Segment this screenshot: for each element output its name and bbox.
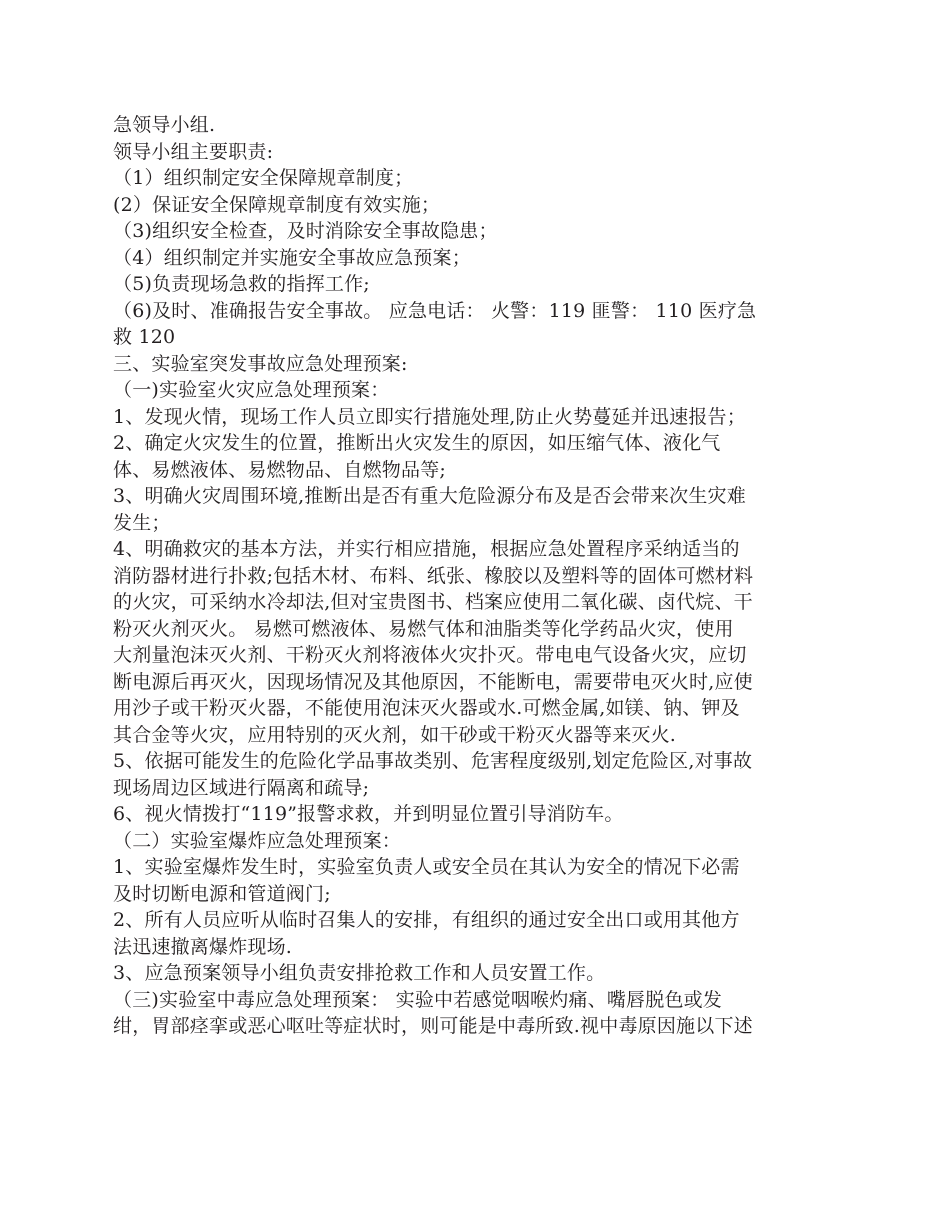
text-line: 6、视火情拨打“119”报警求救，并到明显位置引导消防车。 bbox=[113, 803, 624, 825]
text-line: （1）组织制定安全保障规章制度； bbox=[113, 167, 414, 189]
text-line: 的火灾，可采纳水冷却法,但对宝贵图书、档案应使用二氧化碳、卤代烷、干 bbox=[113, 591, 753, 613]
text-line: 急领导小组. bbox=[113, 114, 216, 136]
text-line: 2、确定火灾发生的位置，推断出火灾发生的原因，如压缩气体、液化气 bbox=[113, 432, 721, 454]
text-line: 4、明确救灾的基本方法，并实行相应措施，根据应急处置程序采纳适当的 bbox=[113, 538, 740, 560]
text-line: 5、依据可能发生的危险化学品事故类别、危害程度级别,划定危险区,对事故 bbox=[113, 750, 753, 772]
text-line: 消防器材进行扑救;包括木材、布料、纸张、橡胶以及塑料等的固体可燃材料 bbox=[113, 564, 754, 587]
text-line: 三、实验室突发事故应急处理预案: bbox=[113, 352, 408, 375]
text-line: 3、明确火灾周围环境,推断出是否有重大危险源分布及是否会带来次生灾难 bbox=[113, 485, 746, 507]
text-line: （三)实验室中毒应急处理预案： 实验中若感觉咽喉灼痛、嘴唇脱色或发 bbox=[113, 988, 723, 1011]
text-line: 粉灭火剂灭火。 易燃可燃液体、易燃气体和油脂类等化学药品火灾，使用 bbox=[113, 617, 734, 640]
text-line: 体、易燃液体、易燃物品、自燃物品等; bbox=[113, 458, 447, 481]
text-line: （二）实验室爆炸应急处理预案： bbox=[113, 829, 402, 852]
text-line: 救 120 bbox=[113, 326, 176, 348]
text-line: （3)组织安全检查，及时消除安全事故隐患； bbox=[113, 220, 498, 242]
text-line: 领导小组主要职责: bbox=[113, 140, 274, 163]
text-line: 大剂量泡沫灭火剂、干粉灭火剂将液体火灾扑灭。带电电气设备火灾，应切 bbox=[113, 644, 747, 666]
text-line: （5)负责现场急救的指挥工作; bbox=[113, 273, 370, 295]
text-line: 2、所有人员应听从临时召集人的安排，有组织的通过安全出口或用其他方 bbox=[113, 909, 740, 931]
text-line: 1、发现火情，现场工作人员立即实行措施处理,防止火势蔓延并迅速报告； bbox=[113, 405, 746, 428]
text-line: (2）保证安全保障规章制度有效实施； bbox=[113, 193, 441, 216]
text-line: 其合金等火灾，应用特别的灭火剂，如干砂或干粉灭火器等来灭火. bbox=[113, 723, 677, 746]
text-line: 绀，胃部痉挛或恶心呕吐等症状时，则可能是中毒所致.视中毒原因施以下述 bbox=[113, 1015, 753, 1037]
text-line: 3、应急预案领导小组负责安排抢救工作和人员安置工作。 bbox=[113, 962, 606, 984]
text-line: 用沙子或干粉灭火器，不能使用泡沫灭火器或水.可燃金属,如镁、钠、钾及 bbox=[113, 697, 740, 719]
text-line: （4）组织制定并实施安全事故应急预案； bbox=[113, 246, 471, 269]
text-line: 法迅速撤离爆炸现场. bbox=[113, 935, 293, 958]
document-body bbox=[113, 112, 838, 1040]
text-line: （一)实验室火灾应急处理预案： bbox=[113, 379, 390, 401]
text-line: 断电源后再灭火，因现场情况及其他原因，不能断电，需要带电灭火时,应使 bbox=[113, 670, 753, 693]
text-line: 发生； bbox=[113, 511, 171, 534]
text-line: 及时切断电源和管道阀门; bbox=[113, 882, 331, 905]
text-line: （6)及时、准确报告安全事故。 应急电话： 火警：119 匪警： 110 医疗急 bbox=[113, 299, 757, 322]
text-line: 现场周边区域进行隔离和疏导; bbox=[113, 776, 370, 799]
text-line: 1、实验室爆炸发生时，实验室负责人或安全员在其认为安全的情况下必需 bbox=[113, 856, 740, 878]
